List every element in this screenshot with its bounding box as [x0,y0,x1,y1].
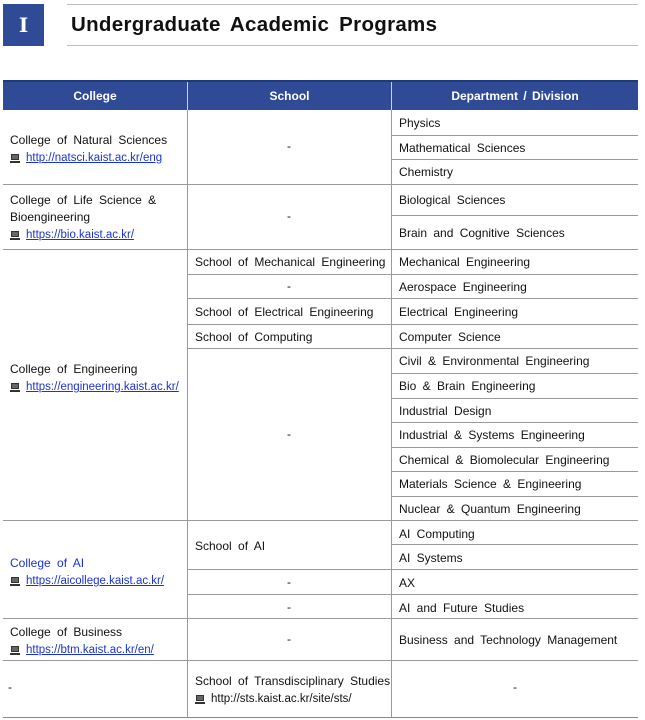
school-link-row [195,691,390,708]
college-life-science [10,192,156,244]
department-cell: Computer Science [399,330,501,344]
college-name: College of AI [10,556,85,570]
department-cell: Industrial & Systems Engineering [399,428,585,442]
computer-icon [10,646,20,656]
school-cell: School of Electrical Engineering [195,305,374,319]
college-link-row [10,227,156,244]
section-numeral: I [18,13,29,37]
header-rule-bottom [67,45,638,46]
department-cell: AI Computing [399,527,475,541]
department-cell: Biological Sciences [399,193,506,207]
column-header-college: College [73,89,117,103]
department-cell: Nuclear & Quantum Engineering [399,502,581,516]
college-name-line: Bioengineering [10,210,91,224]
row-divider [392,373,638,374]
column-divider [391,110,392,718]
programs-table [3,80,638,718]
college-url-link[interactable]: https://btm.kaist.ac.kr/en/ [26,644,154,656]
department-cell: Electrical Engineering [399,305,519,319]
section-header [3,4,638,46]
college-link-row [10,642,154,659]
row-divider [392,447,638,448]
header-rule-top [67,4,638,5]
college-url-link[interactable]: https://engineering.kaist.ac.kr/ [26,381,179,393]
school-cell: School of AI [195,539,266,553]
row-divider [3,618,638,619]
college-url-link[interactable]: https://bio.kaist.ac.kr/ [26,229,135,241]
row-divider [188,298,638,299]
department-cell: Materials Science & Engineering [399,477,582,491]
school-cell-empty: - [287,427,291,441]
college-link-row [10,150,167,167]
college-name: College of Engineering [10,362,138,376]
section-numeral-badge [3,4,44,46]
row-divider [392,422,638,423]
row-divider [392,398,638,399]
department-cell: Aerospace Engineering [399,280,527,294]
row-divider [392,135,638,136]
college-name: College of Business [10,625,123,639]
college-url-link[interactable]: http://natsci.kaist.ac.kr/eng [26,152,163,164]
school-url-text[interactable]: http://sts.kaist.ac.kr/site/sts/ [211,693,352,705]
column-header-department: Department / Division [451,89,579,103]
department-cell: Bio & Brain Engineering [399,379,536,393]
row-divider [392,544,638,545]
row-divider [3,520,638,521]
school-name: School of Transdisciplinary Studies [195,674,391,688]
row-divider [188,324,638,325]
computer-icon [10,154,20,164]
computer-icon [195,695,205,705]
row-divider [392,471,638,472]
school-cell-empty: - [287,632,291,646]
department-cell: AX [399,576,416,590]
column-header-school: School [269,89,310,103]
school-cell-empty: - [287,600,291,614]
school-cell: School of Mechanical Engineering [195,255,386,269]
college-url-link[interactable]: https://aicollege.kaist.ac.kr/ [26,575,165,587]
department-cell: Chemical & Biomolecular Engineering [399,453,610,467]
college-ai [10,555,164,590]
department-cell: Industrial Design [399,404,492,418]
row-divider [188,348,638,349]
department-cell: Brain and Cognitive Sciences [399,226,565,240]
column-divider [187,110,188,718]
row-divider [392,159,638,160]
row-divider [392,215,638,216]
college-engineering [10,361,179,396]
department-cell-empty: - [513,680,517,694]
table-header-row [3,82,638,110]
school-cell-empty: - [287,279,291,293]
school-cell-empty: - [287,209,291,223]
department-cell: AI and Future Studies [399,601,525,615]
row-divider [188,274,638,275]
college-natural-sciences [10,132,167,167]
computer-icon [10,231,20,241]
college-cell-empty: - [8,680,12,694]
college-link-row [10,379,179,396]
row-divider [3,249,638,250]
row-divider [392,496,638,497]
school-transdisciplinary [195,673,390,708]
row-divider [3,660,638,661]
department-cell: Physics [399,116,441,130]
department-cell: AI Systems [399,551,463,565]
row-divider [3,184,638,185]
school-cell-empty: - [287,139,291,153]
college-name: College of Natural Sciences [10,133,168,147]
department-cell: Mechanical Engineering [399,255,531,269]
college-business [10,624,154,659]
department-cell: Mathematical Sciences [399,141,526,155]
computer-icon [10,577,20,587]
department-cell: Business and Technology Management [399,633,618,647]
page-title: Undergraduate Academic Programs [71,13,438,36]
row-divider [188,569,638,570]
computer-icon [10,383,20,393]
department-cell: Civil & Environmental Engineering [399,354,590,368]
school-cell: School of Computing [195,330,313,344]
college-link-row [10,573,164,590]
college-name-line: College of Life Science & [10,193,157,207]
department-cell: Chemistry [399,165,454,179]
school-cell-empty: - [287,575,291,589]
row-divider [188,594,638,595]
